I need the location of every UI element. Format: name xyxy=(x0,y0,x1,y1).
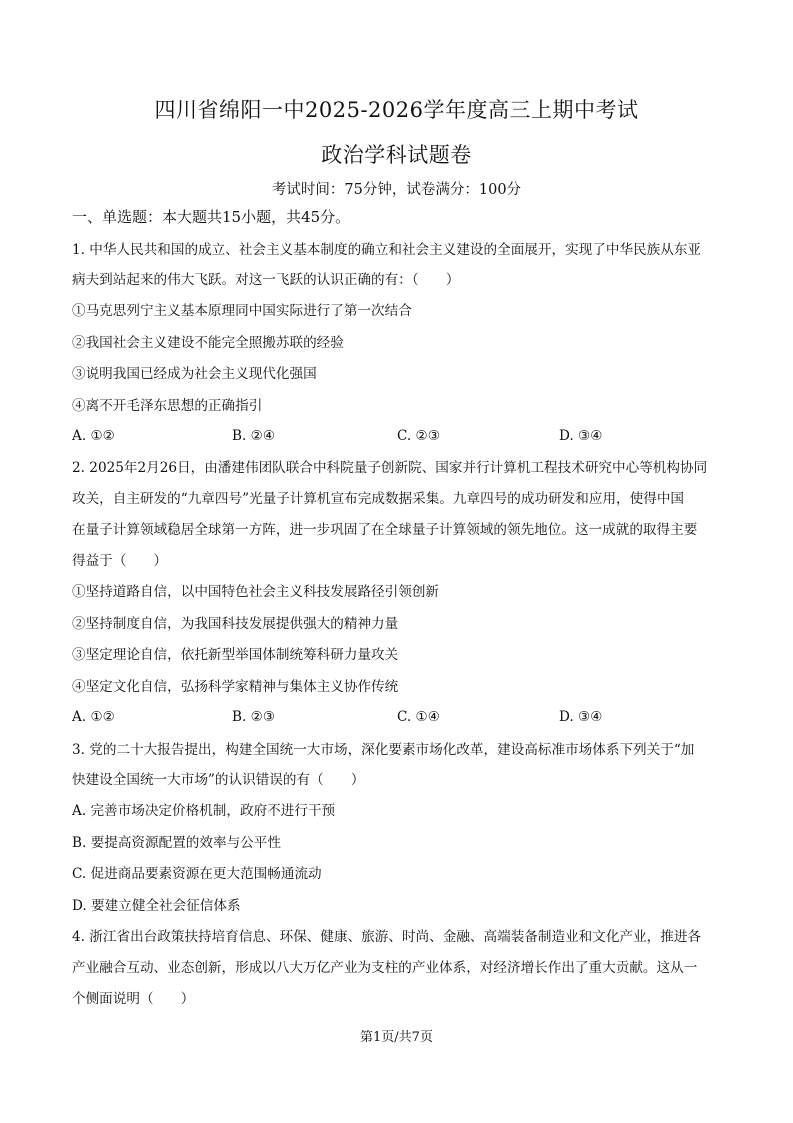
option-b: B. ②④ xyxy=(232,428,276,444)
option-a: A. ①② xyxy=(72,709,115,725)
question-stem-line: 在量子计算领域稳居全球第一方阵，进一步巩固了在全球量子计算领域的领先地位。这一成就的取得主要 xyxy=(72,522,698,538)
statement: ③坚定理论自信，依托新型举国体制统筹科研力量攻关 xyxy=(72,647,399,663)
statement: ①马克思列宁主义基本原理同中国实际进行了第一次结合 xyxy=(72,303,412,319)
option-d: D. ③④ xyxy=(559,709,603,725)
option-d: D. 要建立健全社会征信体系 xyxy=(72,898,241,914)
question-stem-line: 攻关，自主研发的“九章四号”光量子计算机宣布完成数据采集。九章四号的成功研发和应用，使得中国 xyxy=(72,491,685,507)
question-stem-line: 1. 中华人民共和国的成立、社会主义基本制度的确立和社会主义建设的全面展开，实现了中华民族从东亚 xyxy=(72,242,702,258)
exam-info: 考试时间：75分钟，试卷满分：100分 xyxy=(271,182,522,198)
subject-title: 政治学科试题卷 xyxy=(321,143,472,167)
question-stem-line: 2. 2025年2月26日，由潘建伟团队联合中科院量子创新院、国家并行计算机工程技术研究中心等机构协同 xyxy=(72,460,708,476)
question-stem-line: 个侧面说明（ ） xyxy=(72,991,195,1007)
statement: ①坚持道路自信，以中国特色社会主义科技发展路径引领创新 xyxy=(72,584,440,600)
question-stem-line: 产业融合互动、业态创新，形成以八大万亿产业为支柱的产业体系，对经济增长作出了重大贡献。这从一 xyxy=(72,960,698,976)
option-c: C. ①④ xyxy=(397,709,440,725)
option-a: A. ①② xyxy=(72,428,115,444)
option-b: B. ②③ xyxy=(232,709,276,725)
answer-options xyxy=(72,709,722,727)
question-stem-line: 得益于（ ） xyxy=(72,553,168,569)
option-d: D. ③④ xyxy=(559,428,603,444)
statement: ③说明我国已经成为社会主义现代化强国 xyxy=(72,366,317,382)
statement: ④离不开毛泽东思想的正确指引 xyxy=(72,398,263,414)
question-stem-line: 3. 党的二十大报告提出，构建全国统一大市场，深化要素市场化改革，建设高标准市场体系下列关于“加 xyxy=(72,742,695,758)
statement: ②我国社会主义建设不能完全照搬苏联的经验 xyxy=(72,335,344,351)
question-stem-line: 病夫到站起来的伟大飞跃。对这一飞跃的认识正确的有：（ ） xyxy=(72,272,460,288)
option-b: B. 要提高资源配置的效率与公平性 xyxy=(72,835,281,851)
option-c: C. ②③ xyxy=(397,428,440,444)
question-stem-line: 快建设全国统一大市场”的认识错误的有（ ） xyxy=(72,772,365,788)
option-a: A. 完善市场决定价格机制，政府不进行干预 xyxy=(72,803,336,819)
exam-title: 四川省绵阳一中2025-2026学年度高三上期中考试 xyxy=(154,98,639,122)
statement: ②坚持制度自信，为我国科技发展提供强大的精神力量 xyxy=(72,616,399,632)
answer-options xyxy=(72,428,722,446)
section-heading: 一、单选题：本大题共15小题，共45分。 xyxy=(72,208,351,226)
statement: ④坚定文化自信，弘扬科学家精神与集体主义协作传统 xyxy=(72,679,399,695)
question-stem-line: 4. 浙江省出台政策扶持培育信息、环保、健康、旅游、时尚、金融、高端装备制造业和文化产业，推进各 xyxy=(72,929,702,945)
page-number: 第1页/共7页 xyxy=(360,1030,433,1045)
option-c: C. 促进商品要素资源在更大范围畅通流动 xyxy=(72,866,322,882)
